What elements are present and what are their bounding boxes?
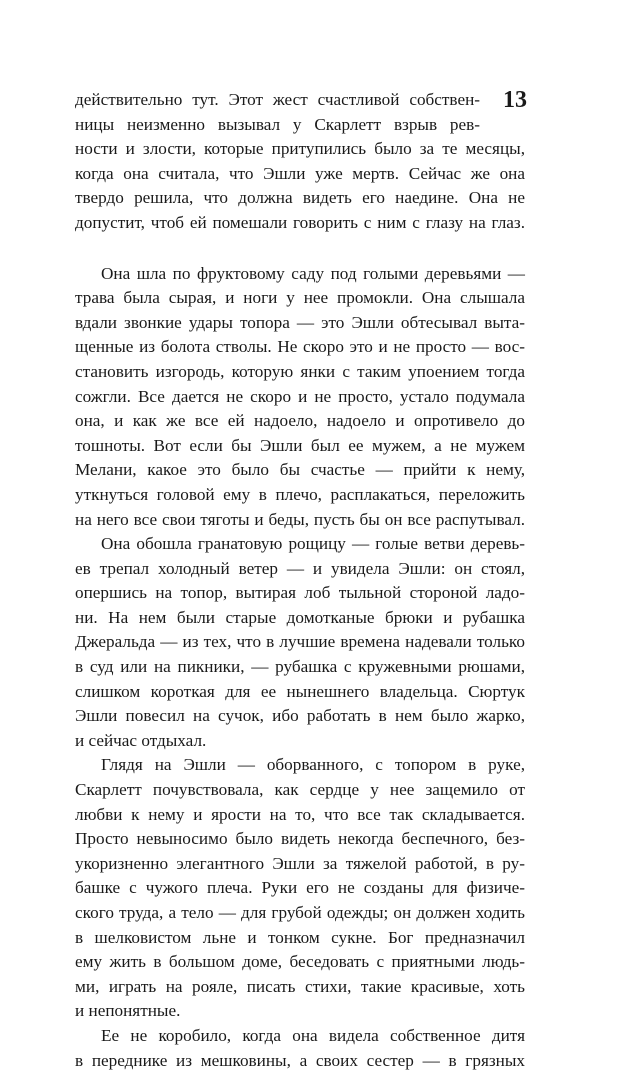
text-line: становить изгородь, которую янки с таким упоением тогда bbox=[75, 361, 525, 381]
text-line: Просто невыносимо было видеть некогда беспечного, без- bbox=[75, 829, 525, 849]
text-line: Глядя на Эшли — оборванного, с топором в руке, bbox=[101, 755, 525, 775]
section-gap bbox=[75, 236, 525, 262]
text-line: ни. На нем были старые домотканые брюки и рубашка bbox=[75, 607, 525, 627]
text-line: и сейчас отдыхал. bbox=[75, 730, 207, 750]
page-body bbox=[75, 88, 525, 1073]
text-line: ского труда, а тело — для грубой одежды; он должен ходить bbox=[75, 903, 525, 922]
text-line: она, и как же все ей надоело, надоело и опротивело до bbox=[75, 411, 525, 431]
text-line: Она шла по фруктовому саду под голыми деревьями — bbox=[101, 263, 525, 283]
text-line: ев трепал холодный ветер — и увидела Эшли: он стоял, bbox=[75, 558, 525, 578]
text-line: опершись на топор, вытирая лоб тыльной стороной ладо- bbox=[75, 583, 525, 603]
paragraph bbox=[75, 532, 525, 753]
text-line: в суд или на пикники, — рубашка с кружевными рюшами, bbox=[75, 657, 525, 677]
text-line: вдали звонкие удары топора — это Эшли обтесывал выта- bbox=[75, 312, 525, 332]
text-line: сожгли. Все дается не скоро и не просто, устало подумала bbox=[75, 386, 525, 406]
text-line: любви к нему и ярости на то, что все так складывается. bbox=[75, 804, 525, 824]
page-number: 13 bbox=[503, 87, 527, 113]
text-line: Она обошла гранатовую рощицу — голые ветви деревь- bbox=[101, 534, 525, 554]
text-line: твердо решила, что должна видеть его наедине. Она не bbox=[75, 188, 525, 208]
text-line: тошноты. Вот если бы Эшли был ее мужем, а не мужем bbox=[75, 435, 525, 455]
text-line: башке с чужого плеча. Руки его не созданы для физиче- bbox=[75, 878, 525, 898]
paragraph bbox=[75, 88, 525, 236]
text-line: Мелани, какое это было бы счастье — прийти к нему, bbox=[75, 460, 525, 480]
text-line: в переднике из мешковины, а своих сестер — в грязных bbox=[75, 1050, 525, 1070]
text-line: уткнуться головой ему в плечо, расплакаться, переложить bbox=[75, 484, 525, 504]
text-line: трава была сырая, и ноги у нее промокли. Она слышала bbox=[75, 288, 525, 308]
text-line: ности и злости, которые притупились было за те месяцы, bbox=[75, 139, 525, 159]
text-line: Эшли повесил на сучок, ибо работать в нем было жарко, bbox=[75, 706, 525, 726]
paragraph bbox=[75, 753, 525, 1024]
text-line: ницы неизменно вызывал у Скарлетт взрыв рев- bbox=[75, 114, 480, 134]
text-line: ми, играть на рояле, писать стихи, такие красивые, хоть bbox=[75, 976, 525, 996]
text-line: действительно тут. Этот жест счастливой собствен- bbox=[75, 90, 480, 109]
text-line: ему жить в большом доме, беседовать с приятными людь- bbox=[75, 952, 525, 972]
text-line: укоризненно элегантного Эшли за тяжелой работой, в ру- bbox=[75, 853, 525, 873]
paragraph bbox=[75, 1024, 525, 1073]
text-line: Ее не коробило, когда она видела собственное дитя bbox=[101, 1025, 525, 1045]
text-line: и непонятные. bbox=[75, 1001, 181, 1021]
text-line: Джеральда — из тех, что в лучшие времена надевали только bbox=[75, 632, 525, 652]
text-line: допустит, чтоб ей помешали говорить с ним с глазу на глаз. bbox=[75, 212, 525, 232]
text-line: щенные из болота стволы. Не скоро это и не просто — вос- bbox=[75, 337, 525, 357]
text-line: в шелковистом льне и тонком сукне. Бог предназначил bbox=[75, 927, 525, 947]
paragraph bbox=[75, 262, 525, 533]
text-line: слишком короткая для ее нынешнего владельца. Сюртук bbox=[75, 681, 525, 701]
text-line: когда она считала, что Эшли уже мертв. Сейчас же она bbox=[75, 163, 525, 183]
text-line: на него все свои тяготы и беды, пусть бы он все распутывал. bbox=[75, 509, 525, 529]
text-line: Скарлетт почувствовала, как сердце у нее защемило от bbox=[75, 780, 525, 800]
